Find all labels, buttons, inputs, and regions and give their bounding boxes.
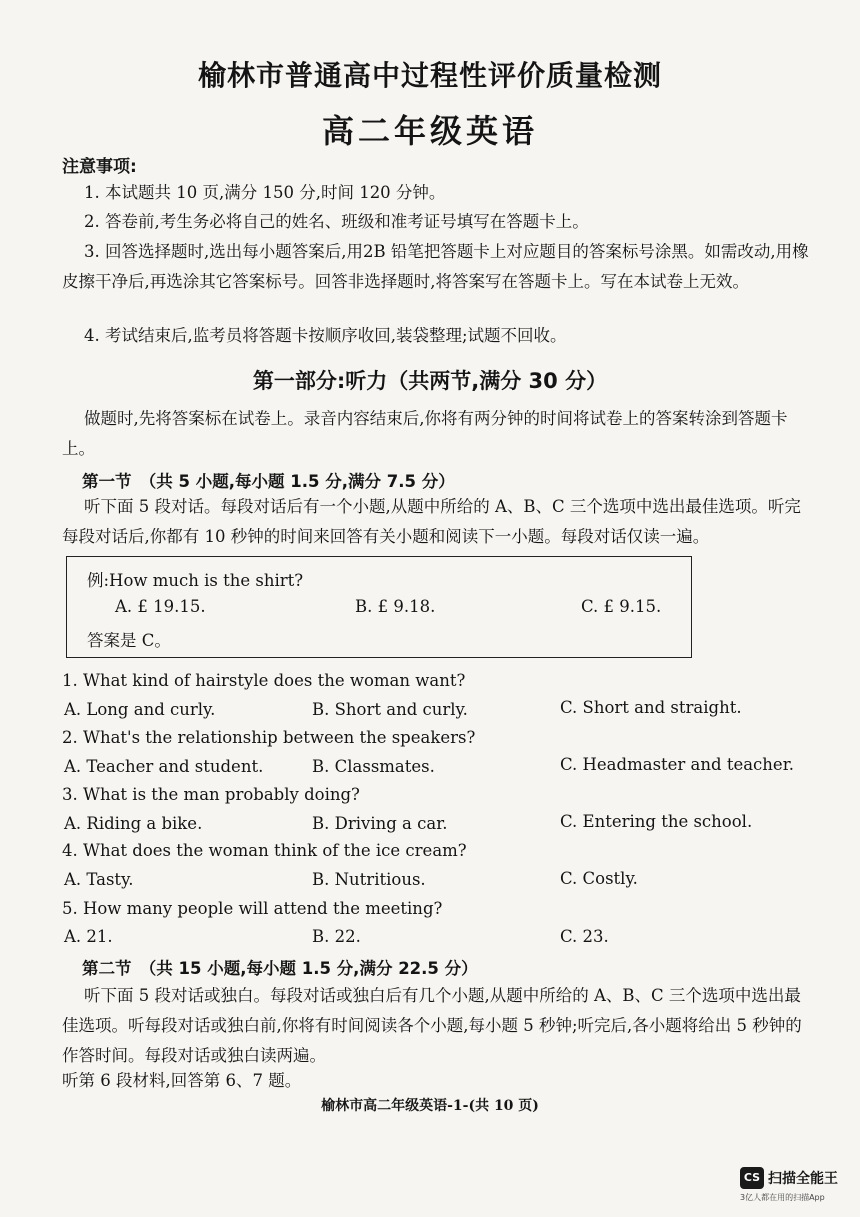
example-box: [66, 556, 692, 658]
q3-option-a[interactable]: A. Riding a bike.: [64, 814, 203, 833]
camscanner-tagline: 3亿人都在用的扫描App: [740, 1193, 825, 1202]
section2-heading: 第二节 （共 15 小题,每小题 1.5 分,满分 22.5 分）: [82, 959, 478, 978]
exam-title: 榆林市普通高中过程性评价质量检测: [197, 59, 662, 92]
section1-heading: 第一节 （共 5 小题,每小题 1.5 分,满分 7.5 分）: [82, 472, 455, 491]
part1-title: 第一部分:听力（共两节,满分 30 分）: [252, 369, 608, 393]
q1-option-a[interactable]: A. Long and curly.: [64, 700, 216, 719]
question-1: 1. What kind of hairstyle does the woman want?: [62, 671, 466, 690]
q2-option-b[interactable]: B. Classmates.: [312, 757, 435, 776]
q1-option-b[interactable]: B. Short and curly.: [312, 700, 468, 719]
example-option-b: B. £ 9.18.: [355, 597, 436, 616]
page-footer: 榆林市高二年级英语-1-(共 10 页): [321, 1098, 539, 1114]
note-item: 4. 考试结束后,监考员将答题卡按顺序收回,装袋整理;试题不回收。: [84, 326, 567, 345]
note-item: 1. 本试题共 10 页,满分 150 分,时间 120 分钟。: [84, 183, 446, 202]
q2-option-c[interactable]: C. Headmaster and teacher.: [560, 755, 795, 774]
exam-subtitle: 高二年级英语: [321, 112, 538, 150]
q5-option-a[interactable]: A. 21.: [64, 927, 113, 946]
question-4: 4. What does the woman think of the ice cream?: [62, 841, 467, 860]
section2-next: 听第 6 段材料,回答第 6、7 题。: [62, 1071, 302, 1090]
example-option-c: C. £ 9.15.: [581, 597, 662, 616]
question-2: 2. What's the relationship between the speakers?: [62, 728, 476, 747]
question-3: 3. What is the man probably doing?: [62, 785, 360, 804]
part1-intro: 做题时,先将答案标在试卷上。录音内容结束后,你将有两分钟的时间将试卷上的答案转涂到答题卡上。: [62, 409, 788, 458]
camscanner-logo-icon: CS: [740, 1167, 764, 1189]
q3-option-c[interactable]: C. Entering the school.: [560, 812, 753, 831]
q1-option-c[interactable]: C. Short and straight.: [560, 698, 742, 717]
example-answer: 答案是 C。: [87, 631, 171, 650]
q4-option-c[interactable]: C. Costly.: [560, 869, 638, 888]
section2-instructions: 听下面 5 段对话或独白。每段对话或独白后有几个小题,从题中所给的 A、B、C 三个选项中选出最佳选项。听每段对话或独白前,你将有时间阅读各个小题,每小题 5 秒钟;听完后,各小题将给出 5 秒钟的作答时间。每段对话或独白读两遍。: [62, 986, 802, 1065]
section1-instructions: 听下面 5 段对话。每段对话后有一个小题,从题中所给的 A、B、C 三个选项中选出最佳选项。听完每段对话后,你都有 10 秒钟的时间来回答有关小题和阅读下一小题。每段对话仅读一遍。: [62, 497, 801, 546]
question-5: 5. How many people will attend the meeting?: [62, 899, 443, 918]
q5-option-b[interactable]: B. 22.: [312, 927, 361, 946]
q4-option-b[interactable]: B. Nutritious.: [312, 870, 426, 889]
example-question: 例:How much is the shirt?: [87, 571, 304, 590]
q2-option-a[interactable]: A. Teacher and student.: [64, 757, 264, 776]
example-option-a: A. £ 19.15.: [115, 597, 206, 616]
note-item: 3. 回答选择题时,选出每小题答案后,用2B 铅笔把答题卡上对应题目的答案标号涂黑。如需改动,用橡皮擦干净后,再选涂其它答案标号。回答非选择题时,将答案写在答题卡上。写在本试卷上无效。: [62, 242, 809, 291]
q4-option-a[interactable]: A. Tasty.: [64, 870, 134, 889]
q5-option-c[interactable]: C. 23.: [560, 927, 609, 946]
notes-heading: 注意事项:: [62, 157, 137, 177]
camscanner-name: 扫描全能王: [768, 1171, 838, 1187]
note-item: 2. 答卷前,考生务必将自己的姓名、班级和准考证号填写在答题卡上。: [84, 212, 589, 231]
q3-option-b[interactable]: B. Driving a car.: [312, 814, 448, 833]
